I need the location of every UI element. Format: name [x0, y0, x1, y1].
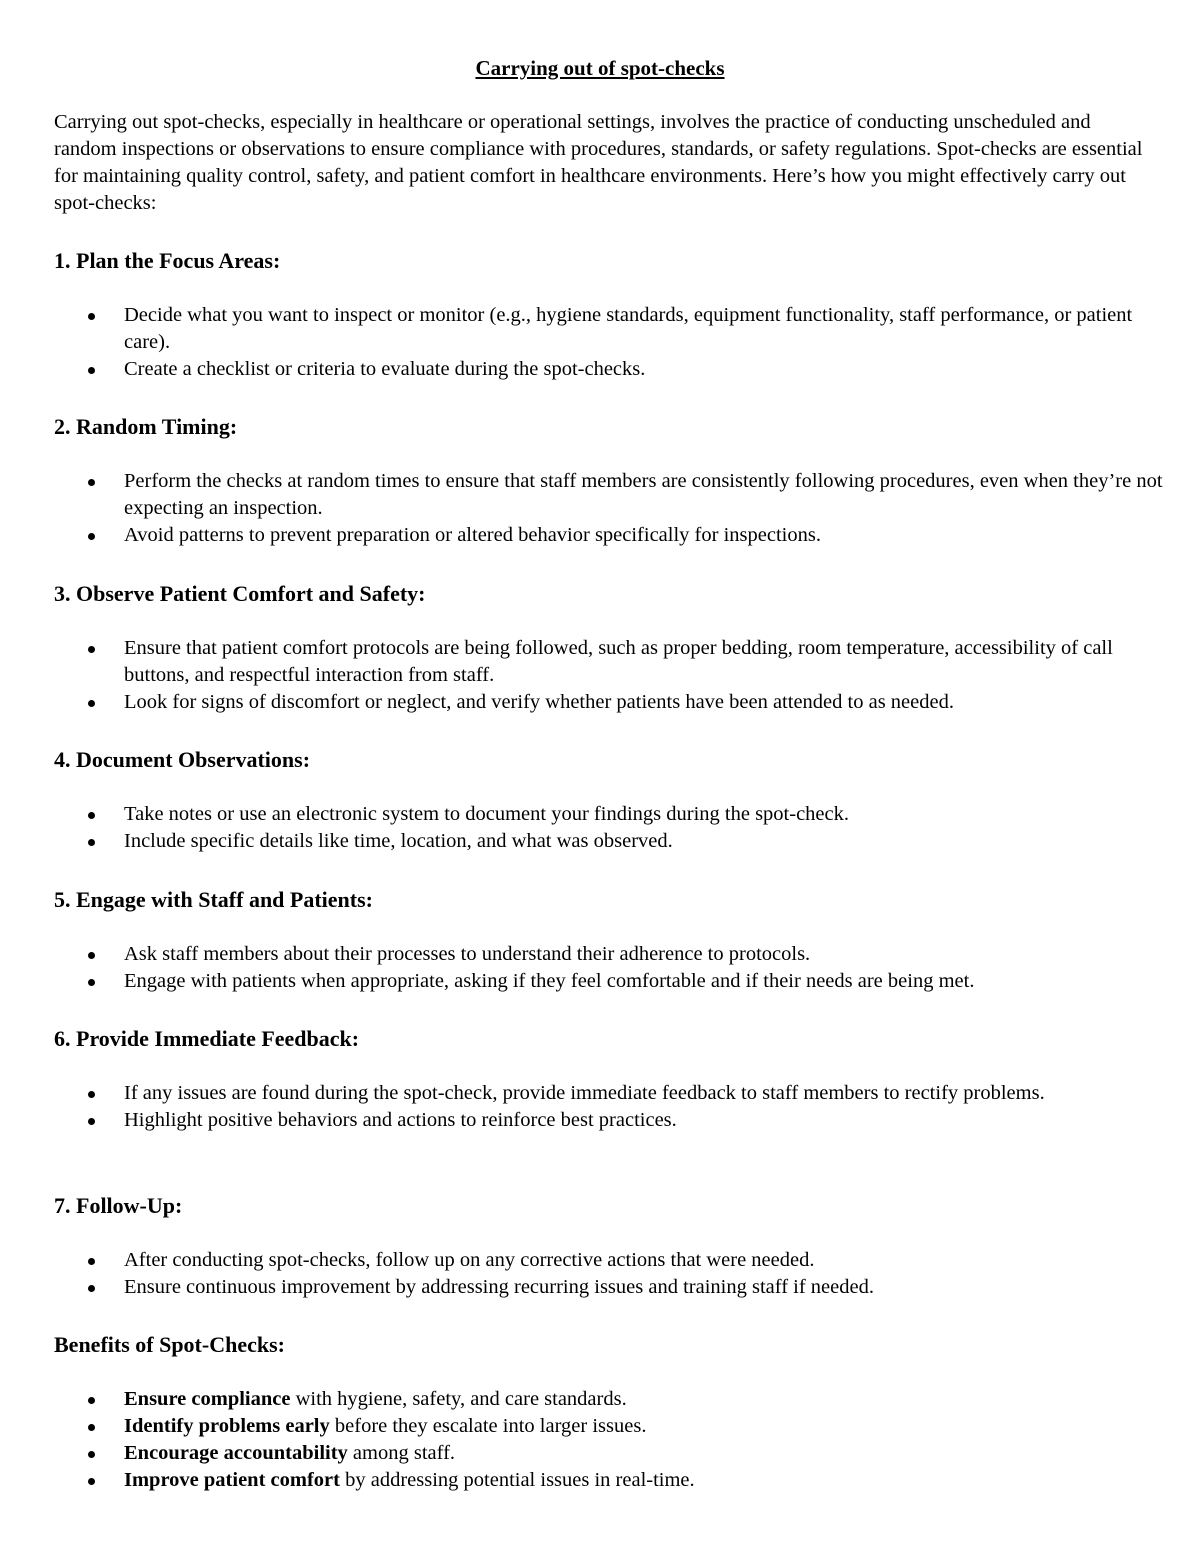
list-item: [54, 302, 1164, 356]
list-item: [54, 1080, 1164, 1107]
bullet-list: [54, 941, 1164, 995]
bullet-list: [54, 1386, 1164, 1494]
list-item: [54, 1107, 1164, 1134]
list-item-text: After conducting spot-checks, follow up on any corrective actions that were needed.: [124, 1249, 815, 1271]
section-random-timing: [54, 413, 1164, 549]
intro-paragraph: Carrying out spot-checks, especially in healthcare or operational settings, involves the practice of conducting unscheduled and random inspections or observations to ensure compliance with procedures, standards, or safety regulations. Spot-checks are essential for maintaining quality control, safety, and patient comfort in healthcare environments. Here’s how you might effectively carry out spot-checks:: [54, 111, 1143, 214]
list-item-text: Avoid patterns to prevent preparation or altered behavior specifically for inspections.: [124, 524, 821, 546]
benefit-label: Encourage accountability: [124, 1442, 348, 1464]
list-item: [54, 801, 1164, 828]
bullet-icon: [88, 812, 95, 819]
bullet-icon: [88, 1478, 95, 1485]
bullet-icon: [88, 1451, 95, 1458]
section-follow-up: [54, 1192, 1164, 1301]
section-heading: 2. Random Timing:: [54, 414, 238, 439]
section-heading: 1. Plan the Focus Areas:: [54, 248, 281, 273]
list-item-text: Take notes or use an electronic system to document your findings during the spot-check.: [124, 803, 849, 825]
bullet-icon: [88, 839, 95, 846]
section-heading: Benefits of Spot-Checks:: [54, 1332, 285, 1357]
section-engage-staff-patients: [54, 886, 1164, 995]
list-item: [54, 522, 1164, 549]
list-item-text: Look for signs of discomfort or neglect, and verify whether patients have been attended to as needed.: [124, 691, 954, 713]
section-observe-patient-comfort: [54, 580, 1164, 716]
bullet-list: [54, 635, 1164, 716]
bullet-icon: [88, 1258, 95, 1265]
section-document-observations: [54, 746, 1164, 855]
list-item: [54, 828, 1164, 855]
benefit-text: among staff.: [347, 1442, 456, 1464]
list-item: [54, 689, 1164, 716]
benefit-label: Identify problems early: [124, 1415, 330, 1437]
list-item: [54, 468, 1164, 522]
list-item-text: Create a checklist or criteria to evaluate during the spot-checks.: [124, 358, 646, 380]
benefit-text: before they escalate into larger issues.: [329, 1415, 647, 1437]
list-item-text: Engage with patients when appropriate, asking if they feel comfortable and if their needs are being met.: [124, 970, 975, 992]
list-item: [54, 356, 1164, 383]
list-item: [54, 635, 1164, 689]
section-immediate-feedback: [54, 1025, 1164, 1134]
list-item: [54, 1413, 1164, 1440]
bullet-list: [54, 801, 1164, 855]
section-heading: 4. Document Observations:: [54, 747, 311, 772]
bullet-icon: [88, 533, 95, 540]
list-item: [54, 1386, 1164, 1413]
section-heading: 5. Engage with Staff and Patients:: [54, 887, 374, 912]
benefit-text: with hygiene, safety, and care standards.: [290, 1388, 627, 1410]
section-benefits: [54, 1331, 1164, 1494]
bullet-icon: [88, 479, 95, 486]
bullet-icon: [88, 700, 95, 707]
list-item: [54, 1467, 1164, 1494]
bullet-icon: [88, 646, 95, 653]
benefit-text: by addressing potential issues in real-time.: [339, 1469, 695, 1491]
list-item: [54, 1274, 1164, 1301]
list-item: [54, 1440, 1164, 1467]
list-item-text: Include specific details like time, location, and what was observed.: [124, 830, 673, 852]
bullet-icon: [88, 952, 95, 959]
benefit-label: Improve patient comfort: [124, 1469, 340, 1491]
bullet-icon: [88, 1091, 95, 1098]
bullet-icon: [88, 1285, 95, 1292]
benefit-label: Ensure compliance: [124, 1388, 291, 1410]
bullet-icon: [88, 313, 95, 320]
bullet-list: [54, 1247, 1164, 1301]
bullet-list: [54, 1080, 1164, 1134]
list-item-text: If any issues are found during the spot-check, provide immediate feedback to staff members to rectify problems.: [124, 1082, 1045, 1104]
list-item: [54, 968, 1164, 995]
list-item-text: Ensure continuous improvement by addressing recurring issues and training staff if needed.: [124, 1276, 874, 1298]
section-heading: 6. Provide Immediate Feedback:: [54, 1026, 360, 1051]
bullet-list: [54, 468, 1164, 549]
list-item-text: Ensure that patient comfort protocols are being followed, such as proper bedding, room temperature, accessibility of call buttons, and respectful interaction from staff.: [124, 637, 1113, 686]
list-item: [54, 1247, 1164, 1274]
list-item-text: Decide what you want to inspect or monitor (e.g., hygiene standards, equipment functionality, staff performance, or patient care).: [124, 304, 1133, 353]
bullet-list: [54, 302, 1164, 383]
bullet-icon: [88, 367, 95, 374]
document-title: Carrying out of spot-checks: [475, 56, 725, 80]
bullet-icon: [88, 1397, 95, 1404]
bullet-icon: [88, 1118, 95, 1125]
list-item-text: Ask staff members about their processes to understand their adherence to protocols.: [124, 943, 811, 965]
section-plan-focus-areas: [54, 247, 1164, 383]
bullet-icon: [88, 1424, 95, 1431]
section-heading: 3. Observe Patient Comfort and Safety:: [54, 581, 426, 606]
list-item: [54, 941, 1164, 968]
list-item-text: Highlight positive behaviors and actions to reinforce best practices.: [124, 1109, 677, 1131]
bullet-icon: [88, 979, 95, 986]
list-item-text: Perform the checks at random times to ensure that staff members are consistently following procedures, even when they’re not expecting an inspection.: [124, 470, 1163, 519]
section-heading: 7. Follow-Up:: [54, 1193, 183, 1218]
